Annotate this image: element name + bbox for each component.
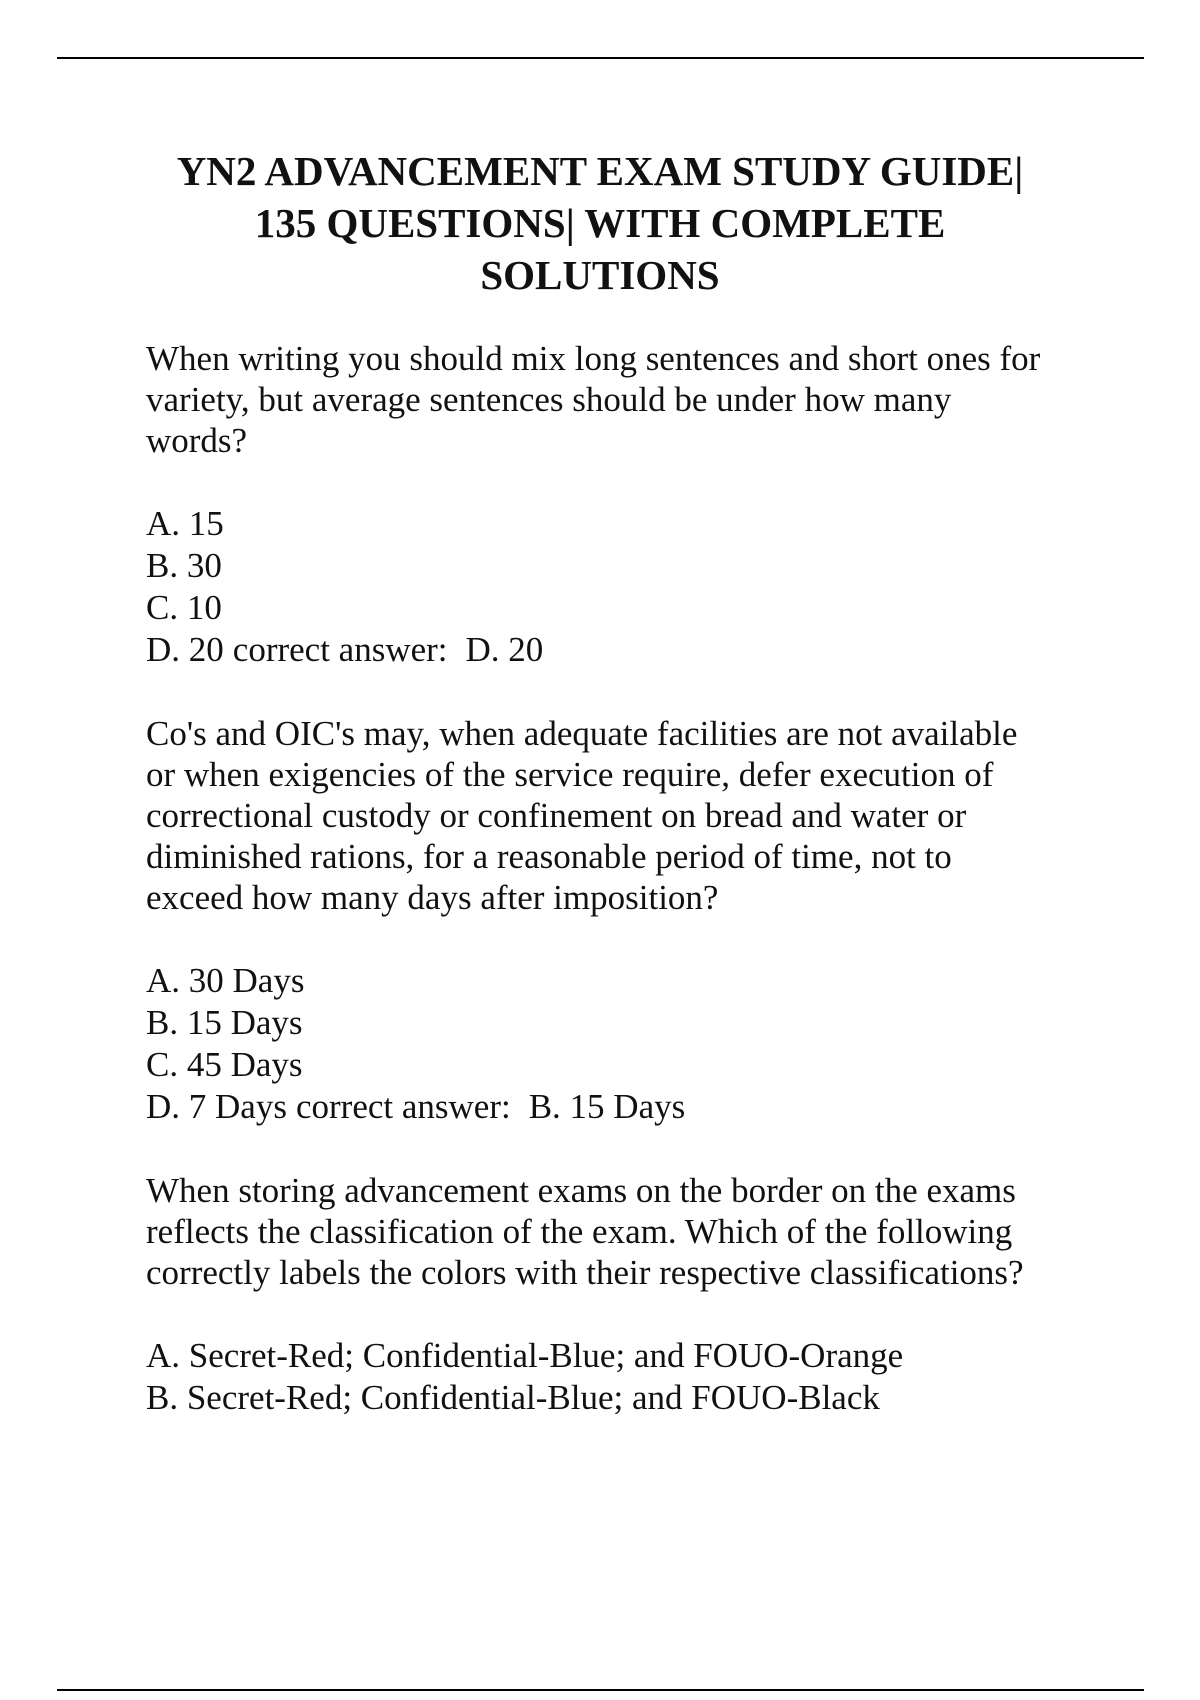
question-line: exceed how many days after imposition? [146,878,719,917]
question-line: diminished rations, for a reasonable period of time, not to [146,837,952,876]
answer-options [146,1335,1086,1419]
document-body [146,338,1086,1461]
question-line: When storing advancement exams on the border on the exams [146,1171,1016,1210]
answer-options [146,503,1086,671]
question-line: Co's and OIC's may, when adequate facilities are not available [146,714,1018,753]
question-text [146,338,1086,461]
bottom-divider [57,1689,1144,1691]
option-d-text: D. 7 Days [146,1087,287,1126]
title-line: SOLUTIONS [480,252,720,298]
option-b: B. 30 [146,546,222,585]
title-line: YN2 ADVANCEMENT EXAM STUDY GUIDE| [176,148,1024,194]
question-line: When writing you should mix long sentences and short ones for [146,339,1041,378]
title-line: 135 QUESTIONS| WITH COMPLETE [254,200,946,246]
question-block-2 [146,713,1086,1128]
option-d-text: D. 20 [146,630,224,669]
question-text [146,1170,1086,1293]
correct-answer-label: correct answer: [295,1087,511,1126]
option-a: A. Secret-Red; Confidential-Blue; and FOUO-Orange [146,1336,904,1375]
question-line: variety, but average sentences should be under how many [146,380,952,419]
question-block-1 [146,338,1086,671]
option-b: B. Secret-Red; Confidential-Blue; and FOUO-Black [146,1378,880,1417]
page-title [100,145,1100,301]
question-line: correctly labels the colors with their respective classifications? [146,1253,1024,1292]
option-b: B. 15 Days [146,1003,303,1042]
question-line: correctional custody or confinement on bread and water or [146,796,967,835]
top-divider [57,57,1144,59]
question-block-3 [146,1170,1086,1419]
option-d [146,1086,1086,1128]
correct-answer-value: B. 15 Days [528,1087,686,1126]
question-line: reflects the classification of the exam. Which of the following [146,1212,1013,1251]
question-text [146,713,1086,918]
option-a: A. 15 [146,504,224,543]
option-a: A. 30 Days [146,961,305,1000]
question-line: or when exigencies of the service require, defer execution of [146,755,994,794]
option-c: C. 10 [146,588,222,627]
option-c: C. 45 Days [146,1045,303,1084]
question-line: words? [146,421,248,460]
answer-options [146,960,1086,1128]
option-d [146,629,1086,671]
correct-answer-value: D. 20 [465,630,544,669]
correct-answer-label: correct answer: [232,630,448,669]
